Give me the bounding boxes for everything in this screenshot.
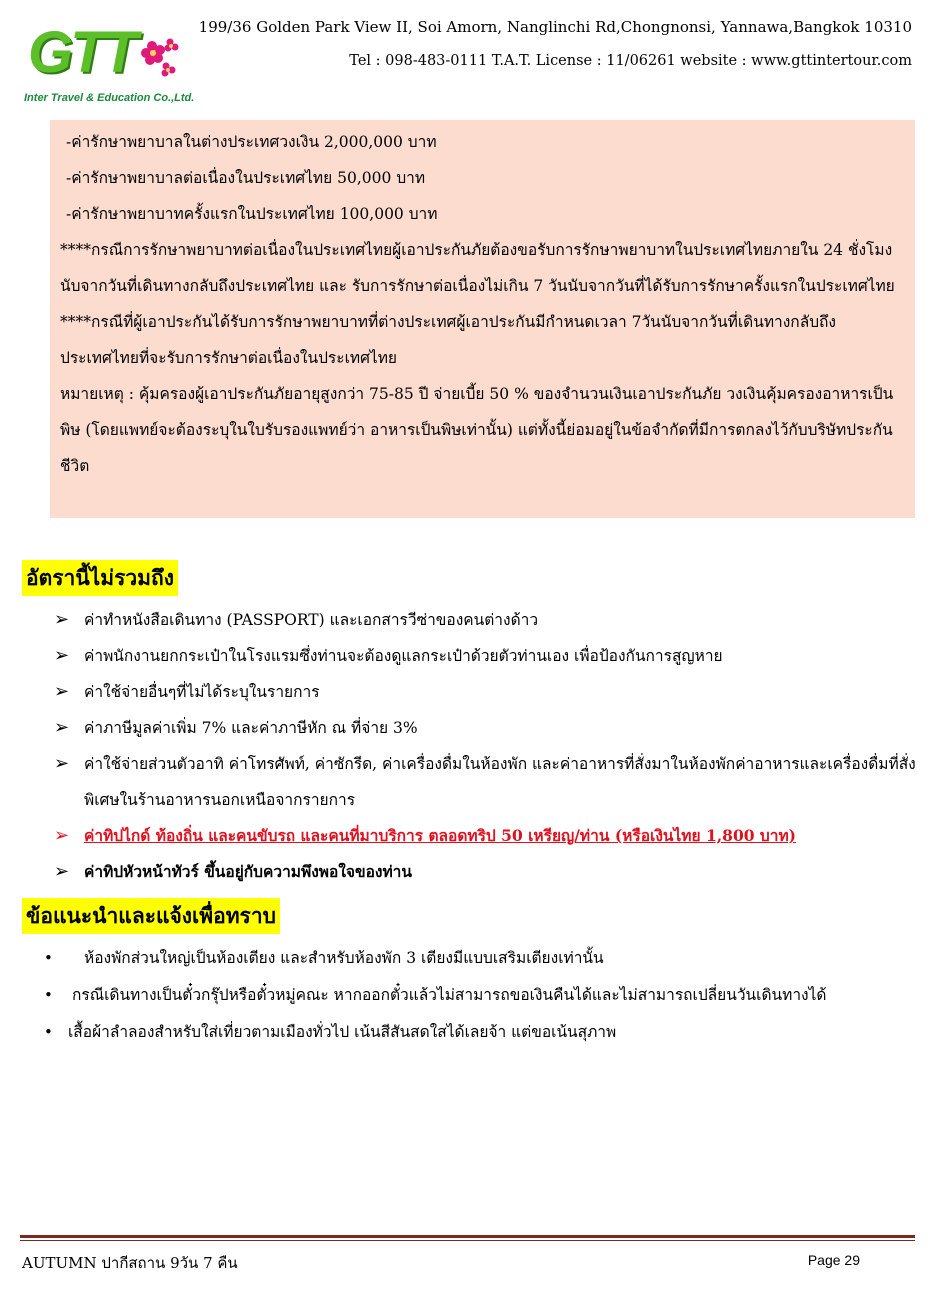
insurance-box [50,120,915,518]
list-item-text: กรณีเดินทางเป็นตั๋วกรุ๊ปหรือตั๋วหมู่คณะ หากออกตั๋วแล้วไม่สามารถขอเงินคืนได้และไม่สามารถเปลี่ยนวันเดินทางได้ [72,986,827,1004]
bullet-icon: • [44,1023,53,1041]
logo-text: GTT [28,20,135,85]
page-number: Page 29 [807,1252,860,1268]
list-item-text: ค่าใช้จ่ายอื่นๆที่ไม่ได้ระบุในรายการ [84,683,320,701]
company-contact: Tel : 098-483-0111 T.A.T. License : 11/06261 website : www.gttintertour.com [349,53,912,69]
bullet-icon: • [44,986,53,1004]
list-item [40,1014,920,1051]
page-header [0,0,950,120]
list-item [40,977,920,1014]
logo-tagline: Inter Travel & Education Co.,Ltd. [24,92,195,104]
excluded-list [50,602,920,890]
insurance-note: ****กรณีการรักษาพยาบาทต่อเนื่องในประเทศไทยผู้เอาประกันภัยต้องขอรับการรักษาพยาบาทในประเทศไทยภายใน 24 ชั่งโมงนับจากวันที่เดินทางกลับถึงประเทศไทย และ รับการรักษาต่อเนื่องไม่เกิน 7 วันนับจากวันที่ได้รับการรักษาครั้งแรกในประเทศไทย [60,241,895,295]
list-item-text: ห้องพักส่วนใหญ่เป็นห้องเตียง และสำหรับห้องพัก 3 เตียงมีแบบเสริมเตียงเท่านั้น [84,949,604,967]
list-item [50,638,920,674]
list-item [50,602,920,638]
arrow-icon: ➢ [54,645,70,666]
arrow-icon: ➢ [54,609,70,630]
list-item-text: ค่าใช้จ่ายส่วนตัวอาทิ ค่าโทรศัพท์, ค่าซักรีด, ค่าเครื่องดื่มในห้องพัก และค่าอาหารที่สั่งมาในห้องพักค่าอาหารและเครื่องดื่มที่สั่งพิเศษในร้านอาหารนอกเหนือจากรายการ [84,755,916,809]
list-item-tip-leader [50,854,920,890]
footer-divider-thin [20,1240,915,1241]
company-address: 199/36 Golden Park View II, Soi Amorn, Nanglinchi Rd,Chongnonsi, Yannawa,Bangkok 10310 [198,18,912,36]
arrow-icon: ➢ [54,825,70,846]
advice-title: ข้อแนะนำและแจ้งเพื่อทราบ [22,898,280,934]
list-item [40,940,920,977]
insurance-line: -ค่ารักษาพยาบาทครั้งแรกในประเทศไทย 100,000 บาท [66,205,438,223]
list-item-text: เสื้อผ้าลำลองสำหรับใส่เที่ยวตามเมืองทั่วไป เน้นสีสันสดใสได้เลยจ้า แต่ขอเน้นสุภาพ [68,1023,617,1041]
tip-guide-text: ค่าทิปไกด์ ท้องถิ่น และคนขับรถ และคนที่มาบริการ ตลอดทริป 50 เหรียญ/ท่าน (หรือเงินไทย 1,800 บาท) [84,826,797,845]
arrow-icon: ➢ [54,717,70,738]
flower-icon [138,36,182,80]
list-item [50,746,920,818]
insurance-remark: หมายเหตุ : คุ้มครองผู้เอาประกันภัยอายุสูงกว่า 75-85 ปี จ่ายเบี้ย 50 % ของจำนวนเงินเอาประกันภัย วงเงินคุ้มครองอาหารเป็นพิษ (โดยแพทย์จะต้องระบุในใบรับรองแพทย์ว่า อาหารเป็นพิษเท่านั้น) แต่ทั้งนี้ย่อมอยู่ในข้อจำกัดที่มีการตกลงไว้กับบริษัทประกันชีวิต [60,385,894,475]
arrow-icon: ➢ [54,681,70,702]
list-item-tip-guide [50,818,920,854]
company-logo [20,18,195,110]
footer-program: AUTUMN ปากีสถาน 9วัน 7 คืน [22,1254,238,1272]
list-item-text: ค่าทำหนังสือเดินทาง (PASSPORT) และเอกสารวีซ่าของคนต่างด้าว [84,611,539,629]
arrow-icon: ➢ [54,861,70,882]
tip-leader-text: ค่าทิปหัวหน้าทัวร์ ขึ้นอยู่กับความพึงพอใจของท่าน [84,862,412,881]
advice-list [40,940,920,1051]
insurance-line: -ค่ารักษาพยาบาลต่อเนื่องในประเทศไทย 50,000 บาท [66,169,426,187]
footer-divider [20,1235,915,1238]
list-item [50,674,920,710]
list-item-text: ค่าพนักงานยกกระเป๋าในโรงแรมซึ่งท่านจะต้องดูแลกระเป๋าด้วยตัวท่านเอง เพื่อป้องกันการสูญหาย [84,647,723,665]
excluded-title: อัตรานี้ไม่รวมถึง [22,560,178,596]
insurance-note: ****กรณีที่ผู้เอาประกันได้รับการรักษาพยาบาทที่ต่างประเทศผู้เอาประกันมีกำหนดเวลา 7วันนับจากวันที่เดินทางกลับถึงประเทศไทยที่จะรับการรักษาต่อเนื่องในประเทศไทย [60,313,836,367]
arrow-icon: ➢ [54,753,70,774]
list-item [50,710,920,746]
list-item-text: ค่าภาษีมูลค่าเพิ่ม 7% และค่าภาษีหัก ณ ที่จ่าย 3% [84,719,418,737]
insurance-line: -ค่ารักษาพยาบาลในต่างประเทศวงเงิน 2,000,000 บาท [66,133,437,151]
bullet-icon: • [44,949,53,967]
